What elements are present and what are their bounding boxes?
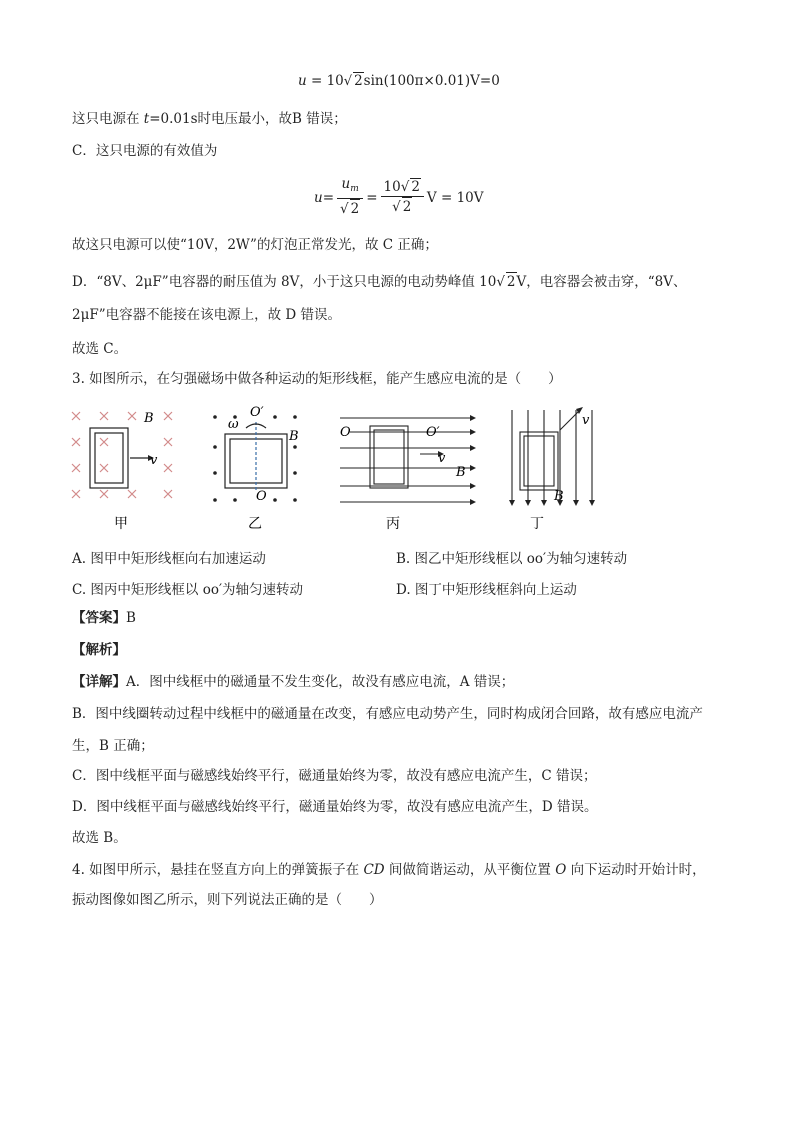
text-line: 故这只电源可以使“10V，2W”的灯泡正常发光，故 C 正确； xyxy=(72,237,438,253)
detail-tag: 【详解】 xyxy=(72,674,126,690)
q4-o: O xyxy=(555,862,567,878)
q4-cd: CD xyxy=(363,862,385,878)
answer-tag: 【答案】 xyxy=(72,610,126,626)
line4-rad: 2 xyxy=(506,274,516,290)
eq-rest: sin(100π×0.01)V=0 xyxy=(363,73,500,89)
line4-unit: V xyxy=(516,274,527,290)
explanation-b-1: B．图中线圈转动过程中线框中的磁通量在改变，有感应电动势产生，同时构成闭合回路，故有感应电流产 xyxy=(72,706,703,722)
text-line xyxy=(72,110,347,128)
q4-pre: 4. 如图甲所示，悬挂在竖直方向上的弹簧振子在 xyxy=(72,862,364,878)
answer-line xyxy=(72,609,136,627)
label-O-yi: O xyxy=(256,489,267,504)
label-ding: 丁 xyxy=(530,516,544,532)
question-4-line-2: 振动图像如图乙所示，则下列说法正确的是（ ） xyxy=(72,892,383,908)
label-omega-yi: ω xyxy=(228,417,239,432)
eq2-tail: V = 10V xyxy=(426,189,484,206)
label-B-bing: B xyxy=(456,465,466,480)
figure-ding xyxy=(512,410,592,500)
eq2-var-u: u xyxy=(314,189,323,206)
equation-u-zero: u = 10√ 2sin(100π×0.01)V=0 xyxy=(298,73,500,89)
label-bing: 丙 xyxy=(386,516,400,532)
q4-mid: 间做简谐运动，从平衡位置 xyxy=(384,862,556,878)
figure-four-frames xyxy=(60,400,620,535)
label-yi: 乙 xyxy=(248,516,262,532)
detail-text: A．图中线框中的磁通量不发生变化，故没有感应电流，A 错误； xyxy=(126,674,515,690)
frac2-coef: 10 xyxy=(383,179,401,195)
label-B-ding: B xyxy=(554,489,564,504)
line4-b: ，电容器会被击穿，“8V、 xyxy=(526,274,687,290)
option-b: B. 图乙中矩形线框以 oo′为轴匀速转动 xyxy=(396,551,628,567)
line4-coef: 10 xyxy=(479,274,497,290)
option-c: C. 图丙中矩形线框以 oo′为轴匀速转动 xyxy=(72,582,304,598)
equation-effective-value xyxy=(314,176,484,219)
label-v-ding: v xyxy=(582,413,590,428)
analysis-heading: 【解析】 xyxy=(72,642,126,658)
figure-bing xyxy=(340,418,470,502)
label-B-yi: B xyxy=(289,429,299,444)
label-v-jia: v xyxy=(150,453,158,468)
eq2-equals-2: = xyxy=(366,189,378,206)
line1-post: =0.01s时电压最小，故B 错误； xyxy=(149,111,347,127)
frac1-num: u xyxy=(341,176,351,192)
answer-value: B xyxy=(126,610,136,626)
question-3: 3. 如图所示，在匀强磁场中做各种运动的矩形线框，能产生感应电流的是（ ） xyxy=(72,371,562,387)
detail-line xyxy=(72,673,514,691)
option-d: D. 图丁中矩形线框斜向上运动 xyxy=(396,582,577,598)
question-4-line-1 xyxy=(72,861,706,879)
explanation-b-2: 生，B 正确； xyxy=(72,738,154,754)
explanation-d: D．图中线框平面与磁感线始终平行，磁通量始终为零，故没有感应电流产生，D 错误。 xyxy=(72,799,598,815)
label-jia: 甲 xyxy=(114,516,128,532)
figure-yi xyxy=(213,415,297,502)
fraction-10sqrt2-sqrt2: $\frac{10√ 2}{√ 2}$ xyxy=(381,178,424,217)
text-line: D．“8V、2μF”电容器的耐压值为 8V，小于这只电源的电动势峰值 10√ 2V，电容器会被击穿，“8V、 xyxy=(72,274,687,290)
text-line: 故选 C。 xyxy=(72,341,128,357)
option-a: A. 图甲中矩形线框向右加速运动 xyxy=(72,551,266,567)
frac1-sub: m xyxy=(350,184,359,194)
line1-pre: 这只电源在 xyxy=(72,111,144,127)
fraction-um-sqrt2: $\frac{u_m}{√ 2}$ xyxy=(337,176,363,219)
line4-a: D．“8V、2μF”电容器的耐压值为 8V，小于这只电源的电动势峰值 xyxy=(72,274,480,290)
label-Oprime-yi: O′ xyxy=(250,405,264,420)
label-Oprime-bing: O′ xyxy=(426,425,440,440)
label-B-jia: B xyxy=(144,411,154,426)
eq-radicand: 2 xyxy=(354,73,363,89)
text-line: 2μF”电容器不能接在该电源上，故 D 错误。 xyxy=(72,307,342,323)
line1-var: t xyxy=(143,111,150,127)
label-v-bing: v xyxy=(438,451,446,466)
q4-post: 向下运动时开始计时， xyxy=(566,862,706,878)
frac2-num-rad: 2 xyxy=(411,179,420,195)
choose-line: 故选 B。 xyxy=(72,830,127,846)
eq-var-u: u xyxy=(298,73,307,89)
text-line: C．这只电源的有效值为 xyxy=(72,143,218,159)
explanation-c: C．图中线框平面与磁感线始终平行，磁通量始终为零，故没有感应电流产生，C 错误； xyxy=(72,768,597,784)
eq2-equals: = xyxy=(322,189,335,206)
label-O-bing: O xyxy=(340,425,351,440)
frac1-den: 2 xyxy=(350,201,360,217)
frac2-den: 2 xyxy=(402,199,412,215)
eq-text: = 10 xyxy=(306,73,344,89)
